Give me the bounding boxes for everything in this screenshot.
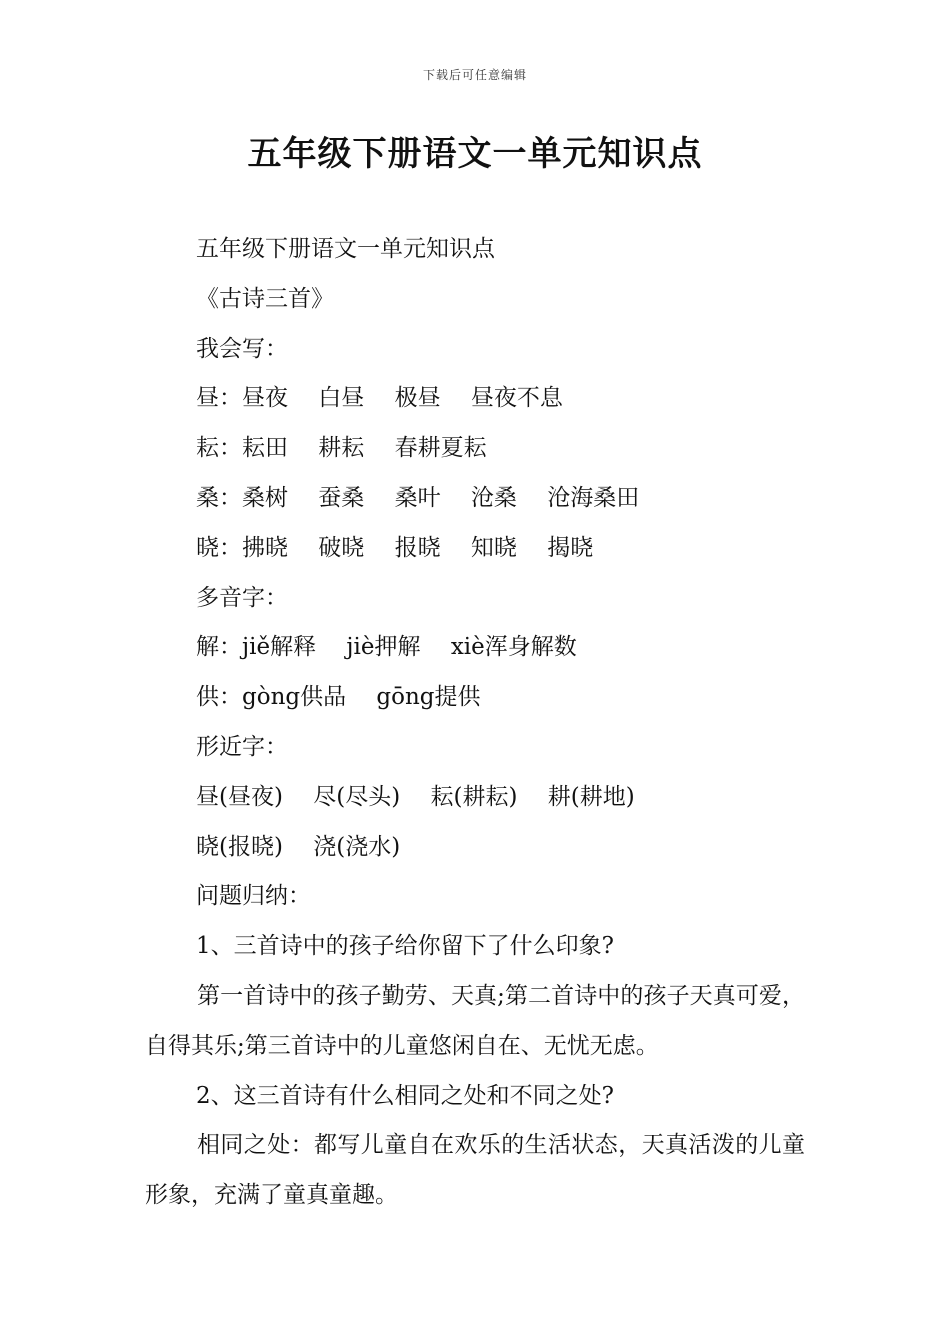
similar-char-line: 晓(报晓) 浇(浇水) — [196, 834, 401, 860]
poem-collection-title: 《古诗三首》 — [196, 286, 334, 312]
question-2: 2、这三首诗有什么相同之处和不同之处? — [196, 1083, 614, 1109]
polyphone-line: 供：gòng供品 gōng提供 — [196, 684, 481, 710]
similar-char-line: 昼(昼夜) 尽(尽头) 耘(耕耘) 耕(耕地) — [196, 784, 635, 810]
header-note: 下载后可任意编辑 — [422, 68, 527, 82]
polyphone-line: 解：jiě解释 jiè押解 xiè浑身解数 — [196, 634, 577, 660]
word-line: 昼：昼夜 白昼 极昼 昼夜不息 — [196, 385, 563, 411]
answer-1-paragraph: 第一首诗中的孩子勤劳、天真;第二首诗中的孩子天真可爱，自得其乐;第三首诗中的儿童悠闲自在、无忧无虑。 — [145, 983, 805, 1059]
word-line: 晓：拂晓 破晓 报晓 知晓 揭晓 — [196, 535, 594, 561]
word-line: 耘：耘田 耕耘 春耕夏耘 — [196, 435, 487, 461]
answer-2-paragraph: 相同之处：都写儿童自在欢乐的生活状态，天真活泼的儿童形象，充满了童真童趣。 — [145, 1132, 805, 1208]
section-heading-similar-chars: 形近字： — [196, 734, 288, 760]
section-heading-questions: 问题归纳： — [196, 883, 311, 909]
word-line: 桑：桑树 蚕桑 桑叶 沧桑 沧海桑田 — [196, 485, 640, 511]
subtitle-line: 五年级下册语文一单元知识点 — [196, 236, 495, 262]
section-heading-write: 我会写： — [196, 336, 288, 362]
question-1: 1、三首诗中的孩子给你留下了什么印象? — [196, 933, 614, 959]
document-title: 五年级下册语文一单元知识点 — [247, 134, 703, 174]
section-heading-polyphones: 多音字： — [196, 585, 288, 611]
